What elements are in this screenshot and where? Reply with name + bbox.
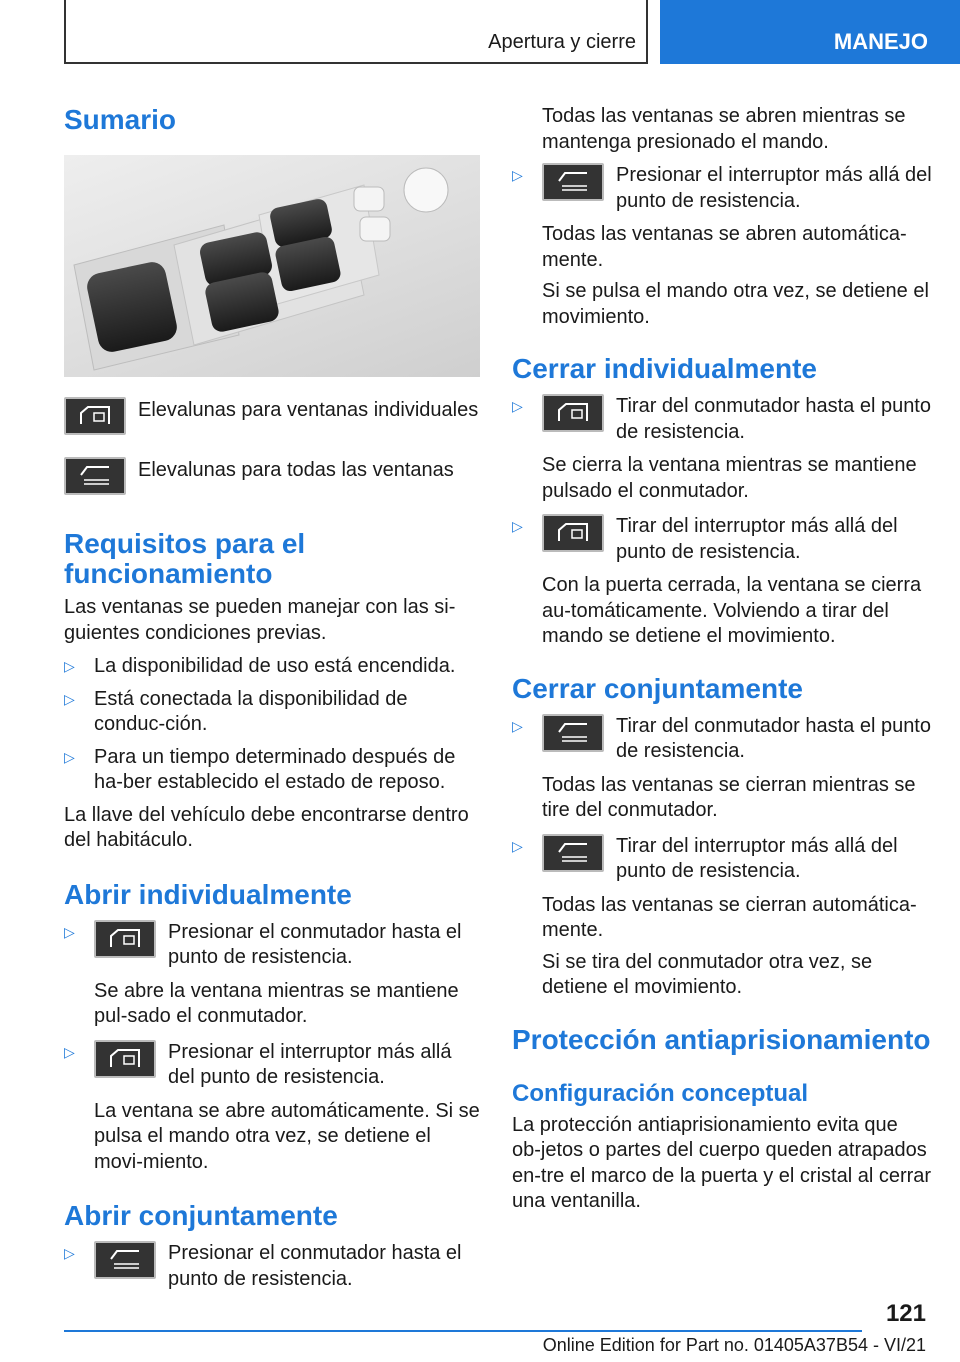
step-description-extra: Si se tira del conmutador otra vez, se detiene el movimiento. [542, 950, 873, 998]
heading-abrir-conjuntamente: Abrir conjuntamente [64, 1200, 338, 1231]
requisito-text: Para un tiempo determinado después de ha-ber establecido el estado de reposo. [94, 745, 456, 793]
left-column [64, 96, 480, 1292]
window-single-icon [542, 394, 604, 432]
step-description: Todas las ventanas se abren automática-mente. [542, 223, 907, 271]
requisitos-note: La llave del vehículo debe encontrarse dentro del habitáculo. [64, 803, 469, 851]
step-text: Presionar el interruptor más allá del punto de resistencia. [168, 1040, 452, 1088]
window-switches-illustration [64, 155, 480, 377]
step-text: Tirar del interruptor más allá del punto de resistencia. [616, 834, 898, 882]
step-text: Presionar el conmutador hasta el punto de resistencia. [168, 1242, 462, 1290]
window-single-icon [64, 397, 126, 435]
footer-edition: Online Edition for Part no. 01405A37B54 - VI/21 [542, 1335, 926, 1355]
window-single-icon [94, 920, 156, 958]
window-single-icon [94, 1040, 156, 1078]
step-description: Todas las ventanas se cierran automática-mente. [542, 893, 917, 941]
legend-row-all [64, 457, 480, 495]
step-description: Todas las ventanas se abren mientras se mantenga presionado el mando. [542, 105, 906, 153]
requisito-text: Está conectada la disponibilidad de conduc-ción. [94, 687, 408, 735]
step-description-extra: Si se pulsa el mando otra vez, se detiene el movimiento. [542, 280, 929, 328]
step-item [512, 514, 932, 565]
step-item [512, 714, 932, 765]
bullet-triangle-icon: ▷ [64, 1043, 75, 1060]
window-all-icon [542, 834, 604, 872]
step-description: Se cierra la ventana mientras se mantiene pulsado el conmutador. [542, 454, 917, 502]
bullet-triangle-icon: ▷ [512, 167, 523, 183]
step-item [64, 1040, 480, 1091]
requisito-text: La disponibilidad de uso está encendida. [94, 655, 456, 677]
step-text: Tirar del conmutador hasta el punto de resistencia. [616, 395, 931, 443]
heading-requisitos-line2: funcionamiento [64, 558, 273, 589]
legend-row-single [64, 397, 480, 435]
step-item [64, 920, 480, 971]
step-description: Con la puerta cerrada, la ventana se cierra au-tomáticamente. Volviendo a tirar del mando se detiene el movimiento. [542, 574, 922, 647]
window-switches-photo [64, 155, 480, 377]
subheading-configuracion: Configuración conceptual [512, 1079, 809, 1107]
step-description: La ventana se abre automáticamente. Si se pulsa el mando otra vez, se detiene el movi-miento. [94, 1099, 480, 1173]
heading-requisitos-line1: Requisitos para el [64, 528, 306, 559]
bullet-triangle-icon: ▷ [512, 837, 523, 854]
step-text: Tirar del conmutador hasta el punto de resistencia. [616, 714, 931, 762]
page-number: 121 [885, 1300, 926, 1327]
list-item [64, 745, 480, 796]
heading-requisitos [64, 529, 480, 589]
bullet-triangle-icon: ▷ [64, 658, 75, 674]
legend-text-all: Elevalunas para todas las ventanas [138, 459, 454, 481]
header-section-title: Apertura y cierre [488, 31, 636, 53]
step-description: Se abre la ventana mientras se mantiene pul-sado el conmutador. [94, 979, 459, 1027]
header-chapter-tab[interactable]: MANEJO [660, 0, 960, 64]
proteccion-text: La protección antiaprisionamiento evita que ob-jetos o partes del cuerpo queden atrapados en-tre el marco de la puerta y el cristal al cerrar una ventanilla. [512, 1113, 932, 1212]
window-all-icon [542, 714, 604, 752]
heading-cerrar-conjuntamente: Cerrar conjuntamente [512, 672, 803, 704]
bullet-triangle-icon: ▷ [64, 690, 75, 707]
step-item [64, 1241, 480, 1292]
step-item [512, 834, 932, 885]
legend-text-single: Elevalunas para ventanas individuales [138, 399, 479, 421]
step-text: Tirar del interruptor más allá del punto de resistencia. [616, 515, 898, 563]
step-text: Presionar el conmutador hasta el punto de resistencia. [168, 920, 462, 968]
window-all-icon [542, 163, 604, 201]
heading-proteccion: Protección antiaprisionamiento [512, 1023, 931, 1055]
window-all-icon [94, 1241, 156, 1279]
step-description: Todas las ventanas se cierran mientras se tire del conmutador. [542, 773, 916, 821]
step-item [512, 163, 932, 214]
bullet-triangle-icon: ▷ [64, 1245, 75, 1261]
bullet-triangle-icon: ▷ [64, 923, 75, 940]
list-item [64, 654, 480, 680]
window-single-icon [542, 514, 604, 552]
step-text: Presionar el interruptor más allá del punto de resistencia. [616, 164, 932, 212]
heading-abrir-individualmente: Abrir individualmente [64, 878, 352, 910]
window-all-icon [64, 457, 126, 495]
bullet-triangle-icon: ▷ [64, 748, 75, 765]
footer-divider [64, 1330, 862, 1332]
list-item [64, 687, 480, 738]
heading-cerrar-individualmente: Cerrar individualmente [512, 353, 817, 384]
step-item [512, 394, 932, 445]
bullet-triangle-icon: ▷ [512, 518, 523, 534]
requisitos-intro: Las ventanas se pueden manejar con las si-guientes condiciones previas. [64, 596, 456, 644]
bullet-triangle-icon: ▷ [512, 398, 523, 414]
bullet-triangle-icon: ▷ [512, 717, 523, 734]
heading-sumario: Sumario [64, 104, 177, 135]
right-column [512, 104, 932, 1215]
